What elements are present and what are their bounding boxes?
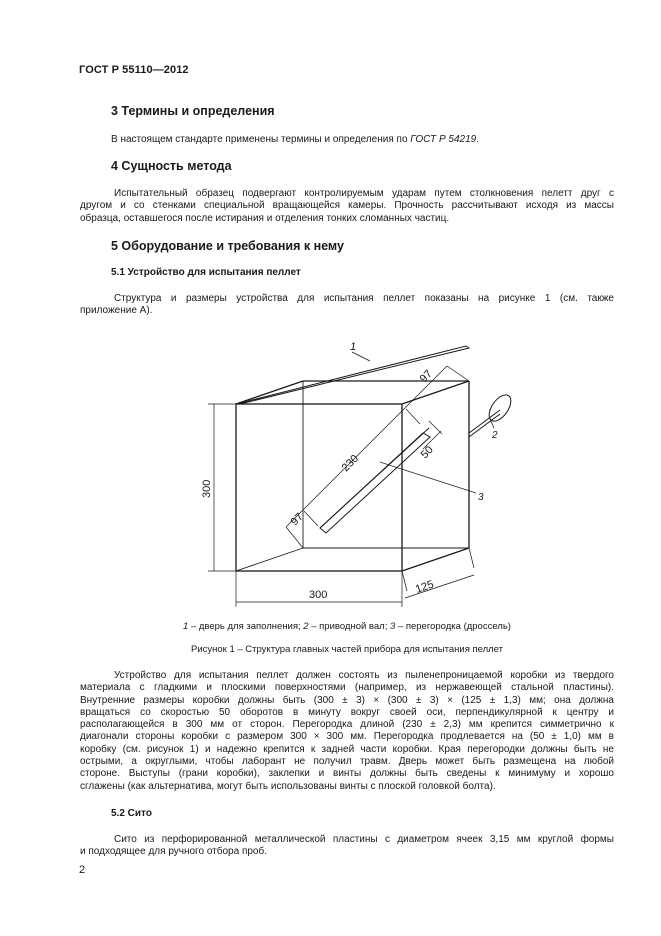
section-5-2-title: 5.2 Сито xyxy=(111,808,152,819)
figure-1-legend: 1 – дверь для заполнения; 2 – приводной вал; 3 – перегородка (дроссель) xyxy=(183,621,511,632)
dim-diagonal-ext-bottom xyxy=(286,527,303,548)
equipment-line-10: сглажены (как альтернатива, могут быть использованы винты с плоской головкой болта). xyxy=(80,780,496,792)
dim-230: 230 xyxy=(339,452,362,475)
figure-1-caption: Рисунок 1 – Структура главных частей прибора для испытания пеллет xyxy=(190,644,504,655)
dim-50: 50 xyxy=(418,443,436,462)
equipment-line-3: Внутренние размеры коробки должны быть (300 ± 3) × (300 ± 3) × (125 ± 1,3) мм; она должна xyxy=(80,694,614,706)
section-3-text-post: . xyxy=(476,134,479,145)
dim-300-horizontal: 300 xyxy=(309,589,328,601)
equipment-line-6: диагонали стороны коробки с размером 300 × 300 мм. Перегородка продлевается на (50 ± 1,0) мм в xyxy=(80,731,614,743)
section-5-title: 5 Оборудование и требования к нему xyxy=(111,239,344,253)
section-3-title: 3 Термины и определения xyxy=(111,104,275,118)
figure-1-drawing xyxy=(180,335,530,615)
dim-diagonal-ext-top xyxy=(447,366,469,381)
equipment-line-7: коробку (см. рисунок 1) и надежно крепится к задней части коробки. Края перегородки должны быть не xyxy=(80,743,614,755)
section-3-reference: ГОСТ Р 54219 xyxy=(410,134,477,145)
dim-97-top: 97 xyxy=(417,367,435,386)
label-3-leader xyxy=(380,462,476,493)
dim-97-bottom: 97 xyxy=(288,510,306,529)
figure-label-3: 3 xyxy=(478,492,484,503)
box-bottom-right-edge xyxy=(402,548,469,571)
equipment-line-2: материала с гладкими и плоскими поверхностями (например, из нержавеющей стальной пластины). xyxy=(80,682,614,694)
section-4-line-2: другом и со стенками специальной вращающейся камеры. Прочность рассчитывают исходя из массы xyxy=(80,200,614,212)
equipment-line-9: стороне. Выступы (грани коробки), заклепки и винты должны быть сведены к минимуму и хорошо xyxy=(80,768,614,780)
standard-header: ГОСТ Р 55110—2012 xyxy=(79,64,189,76)
section-3-text-pre: В настоящем стандарте применены термины и определения по xyxy=(111,134,411,145)
dim-125-ext-left xyxy=(402,571,407,591)
dim-97-top-tick xyxy=(406,409,420,424)
equipment-paragraph xyxy=(80,670,614,793)
section-4-line-1: Испытательный образец подвергают контролируемым ударам путем столкновения пелетт друг с xyxy=(114,188,614,199)
figure-label-1: 1 xyxy=(350,341,357,353)
page-number: 2 xyxy=(79,864,86,876)
section-5-1-intro-line-1: Структура и размеры устройства для испытания пеллет показаны на рисунке 1 (см. также xyxy=(114,293,614,304)
dim-125: 125 xyxy=(414,578,436,596)
dim-300-vertical: 300 xyxy=(201,479,213,498)
section-5-1-title: 5.1 Устройство для испытания пеллет xyxy=(111,267,301,278)
section-5-1-intro xyxy=(80,293,614,318)
dim-125-ext-right xyxy=(469,548,474,568)
equipment-line-8: острыми, а округлыми, чтобы лаборант не получил травм. Дверь может быть размещена на любой xyxy=(80,756,614,768)
section-5-2-paragraph xyxy=(80,834,614,859)
baffle-plate xyxy=(320,433,430,533)
dim-97-bottom-tick xyxy=(304,511,318,526)
box-top-left-edge xyxy=(236,381,303,404)
box-hidden-left-edge xyxy=(236,548,303,571)
equipment-line-4: вращаться со скоростью 50 оборотов в минуту вокруг своей оси, перпендикулярной к центру и xyxy=(80,706,614,718)
fill-door xyxy=(236,346,469,404)
dim-diagonal-line xyxy=(286,366,447,527)
section-4-paragraph xyxy=(80,188,614,225)
baffle-edge xyxy=(320,428,429,528)
label-1-leader xyxy=(352,352,370,361)
section-5-2-line-2: и подходящее для ручного отбора проб. xyxy=(80,846,267,858)
section-3-text xyxy=(111,134,479,146)
drive-shaft-rotation xyxy=(485,391,515,425)
box-front-face xyxy=(236,404,402,571)
section-4-title: 4 Сущность метода xyxy=(111,159,232,173)
figure-label-2: 2 xyxy=(492,430,498,441)
section-4-line-3: образца, оставшегося после истирания и отделения тонких сломанных частиц. xyxy=(80,212,450,224)
section-5-2-line-1: Сито из перфорированной металлической пластины с диаметром ячеек 3,15 мм круглой формы xyxy=(114,834,614,845)
equipment-line-5: располагающейся в 300 мм от сторон. Перегородка длиной (230 ± 2,3) мм крепится симметрично к xyxy=(80,719,614,731)
section-5-1-intro-line-2: приложение А). xyxy=(80,305,153,317)
equipment-line-1: Устройство для испытания пеллет должен состоять из пыленепроницаемой коробки из твердого xyxy=(114,670,614,681)
